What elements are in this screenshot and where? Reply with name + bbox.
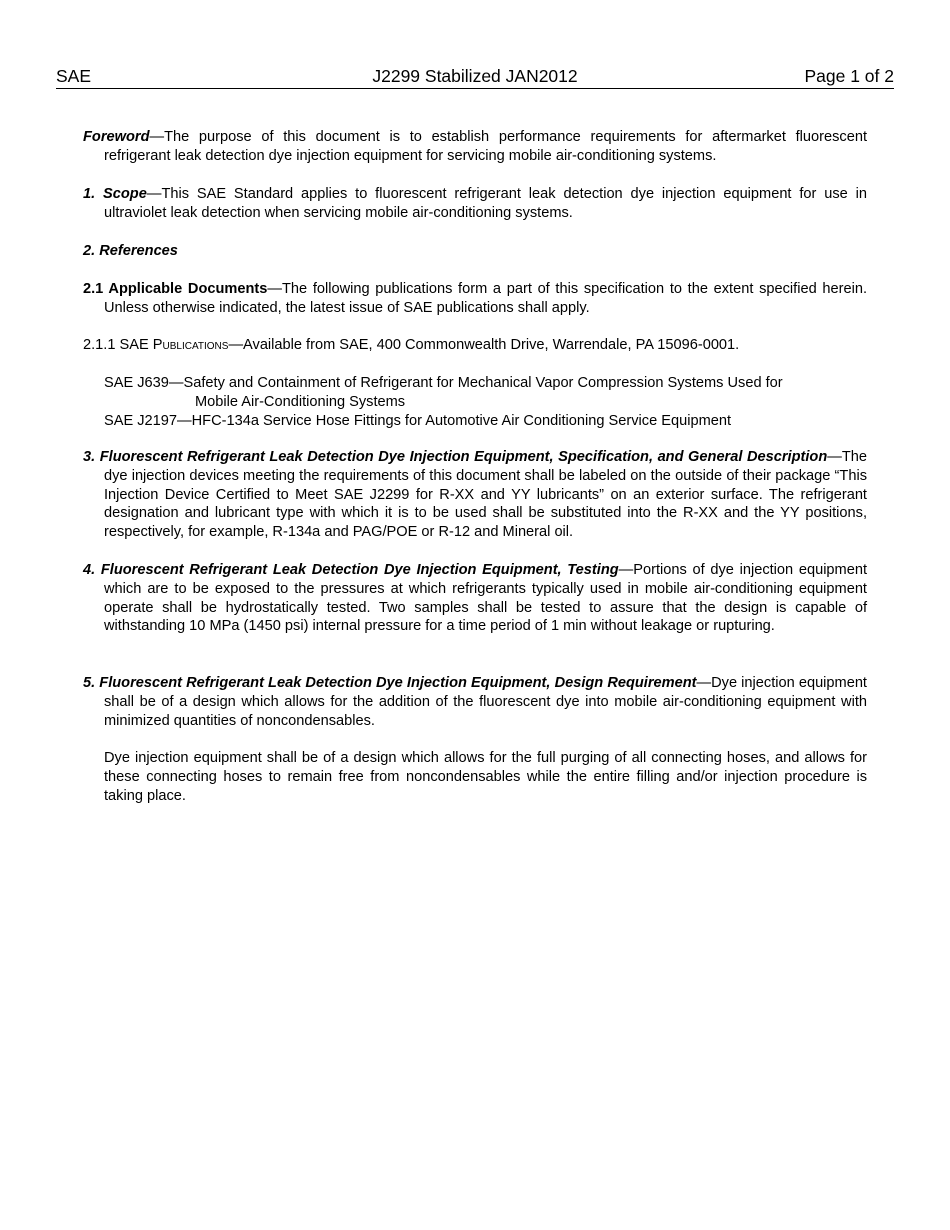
section-3-text: The dye injection devices meeting the requirements of this document shall be labeled on the outside of their package “This Injection Device Certified to Meet SAE J2299 for R-XX and YY lubricants” on an exterior surface. The refrigerant designation and lubricant type with which it is to be used shall be substituted into the R-XX and the YY positions, respectively, for example, R-134a and PAG/POE or R-12 and Mineral oil. (104, 449, 867, 541)
applicable-documents-paragraph (83, 280, 867, 318)
reference-title-continuation: Mobile Air-Conditioning Systems (195, 393, 406, 410)
sae-publications-dash: — (228, 337, 244, 353)
scope-dash: — (146, 186, 162, 202)
foreword-label: Foreword (83, 129, 150, 145)
section-5-paragraph (83, 674, 867, 730)
section-4-dash: — (618, 562, 634, 578)
header-org: SAE (56, 66, 92, 86)
reference-id: SAE J639 (104, 375, 169, 391)
scope-text: This SAE Standard applies to fluorescent refrigerant leak detection dye injection equipment for use in ultraviolet leak detection when servicing mobile air-conditioning systems. (104, 186, 867, 221)
applicable-documents-text: The following publications form a part of this specification to the extent specified herein. Unless otherwise indicated, the latest issue of SAE publications shall apply. (104, 281, 867, 316)
header-page-number: Page 1 of 2 (804, 66, 894, 86)
applicable-documents-label: 2.1 Applicable Documents (83, 281, 268, 297)
references-heading (83, 242, 178, 261)
scope-paragraph (83, 185, 867, 223)
sae-publications-label: Publications (152, 337, 229, 353)
section-3-paragraph (83, 448, 867, 542)
reference-item (104, 412, 867, 431)
reference-id: SAE J2197 (104, 413, 178, 429)
foreword-dash: — (149, 129, 165, 145)
section-5-dash: — (696, 675, 712, 691)
applicable-documents-dash: — (267, 281, 282, 297)
reference-title: HFC-134a Service Hose Fittings for Automotive Air Conditioning Service Equipment (191, 413, 732, 429)
foreword-paragraph (83, 128, 867, 166)
reference-dash: — (177, 413, 192, 429)
section-5-label: 5. Fluorescent Refrigerant Leak Detection Dye Injection Equipment, Design Requirement (83, 675, 697, 691)
reference-item (104, 374, 867, 412)
section-4-text: Portions of dye injection equipment which are to be exposed to the pressures at which refrigerants typically used in mobile air-conditioning equipment operate shall be hydrostatically tested. Two samples shall be tested to assure that the design is capable of withstanding 10 MPa (1450 psi) internal pressure for a time period of 1 min without leakage or rupturing. (104, 562, 867, 635)
page-header (56, 66, 894, 89)
scope-label: 1. Scope (83, 186, 147, 202)
sae-publications-paragraph (83, 336, 739, 355)
section-4-paragraph (83, 561, 867, 636)
references-label: 2. References (83, 243, 178, 259)
reference-title: Safety and Containment of Refrigerant for Mechanical Vapor Compression Systems Used for (183, 375, 783, 391)
sae-publications-number: 2.1.1 SAE (83, 337, 153, 353)
header-document-id: J2299 Stabilized JAN2012 (372, 66, 578, 86)
foreword-text: The purpose of this document is to establish performance requirements for aftermarket fluorescent refrigerant leak detection dye injection equipment for servicing mobile air-conditioning systems. (104, 129, 867, 164)
section-3-dash: — (827, 449, 842, 465)
section-4-label: 4. Fluorescent Refrigerant Leak Detection Dye Injection Equipment, Testing (83, 562, 619, 578)
reference-dash: — (168, 375, 184, 391)
section-5-text: Dye injection equipment shall be of a design which allows for the addition of the fluorescent dye into mobile air-conditioning equipment with minimized quantities of noncondensables. (104, 675, 867, 729)
section-3-label: 3. Fluorescent Refrigerant Leak Detection Dye Injection Equipment, Specification, and General Description (83, 449, 828, 465)
section-5-second-paragraph: Dye injection equipment shall be of a design which allows for the full purging of all connecting hoses, and allows for these connecting hoses to remain free from noncondensables while the entire filling and/or injection procedure is taking place. (104, 750, 867, 804)
sae-publications-text: Available from SAE, 400 Commonwealth Drive, Warrendale, PA 15096-0001. (243, 337, 740, 353)
